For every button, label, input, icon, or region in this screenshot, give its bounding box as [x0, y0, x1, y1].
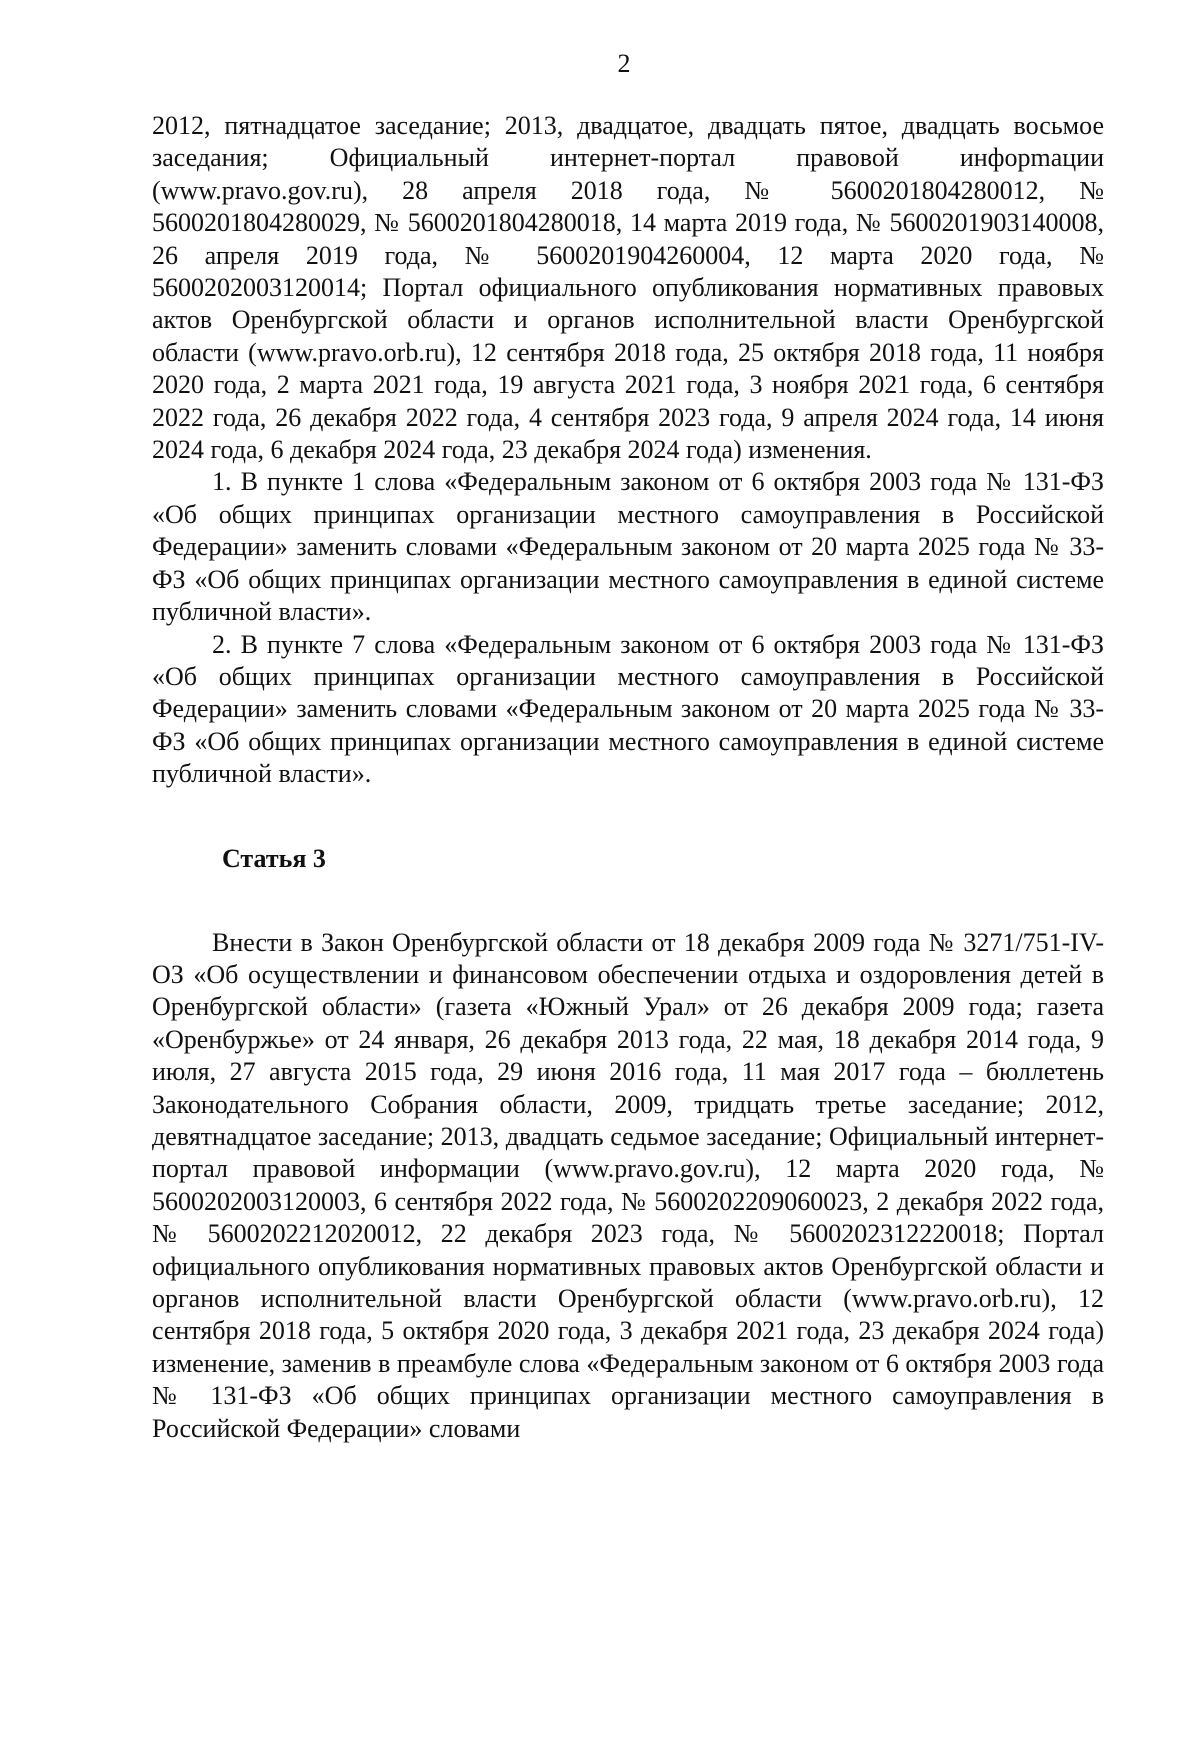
paragraph-item-1: 1. В пункте 1 слова «Федеральным законом от 6 октября 2003 года № 131-ФЗ «Об общих принципах организации местного самоуправления в Российской Федерации» заменить словами «Федеральным законом от 20 марта 2025 года № 33-ФЗ «Об общих принципах организации местного самоуправления в единой системе публичной власти». — [152, 467, 1104, 627]
document-body — [152, 110, 1104, 1445]
paragraph-item-2: 2. В пункте 7 слова «Федеральным законом от 6 октября 2003 года № 131-ФЗ «Об общих принципах организации местного самоуправления в Российской Федерации» заменить словами «Федеральным законом от 20 марта 2025 года № 33-ФЗ «Об общих принципах организации местного самоуправления в единой системе публичной власти». — [152, 629, 1104, 789]
article-3-paragraph: Внести в Закон Оренбургской области от 18 декабря 2009 года № 3271/751-IV-ОЗ «Об осуществлении и финансовом обеспечении отдыха и оздоровления детей в Оренбургской области» (газета «Южный Урал» от 26 декабря 2009 года; газета «Оренбуржье» от 24 января, 26 декабря 2013 года, 22 мая, 18 декабря 2014 года, 9 июля, 27 августа 2015 года, 29 июня 2016 года, 11 мая 2017 года – бюллетень Законодательного Собрания области, 2009, тридцать третье заседание; 2012, девятнадцатое заседание; 2013, двадцать седьмое заседание; Официальный интернет-портал правовой информации (www.pravo.gov.ru), 12 марта 2020 года, № 5600202003120003, 6 сентября 2022 года, № 5600202209060023, 2 декабря 2022 года, № 5600202212020012, 22 декабря 2023 года, № 5600202312220018; Портал официального опубликования нормативных правовых актов Оренбургской области и органов исполнительной власти Оренбургской области (www.pravo.orb.ru), 12 сентября 2018 года, 5 октября 2020 года, 3 декабря 2021 года, 23 декабря 2024 года) изменение, заменив в преамбуле слова «Федеральным законом от 6 октября 2003 года № 131-ФЗ «Об общих принципах организации местного самоуправления в Российской Федерации» словами — [152, 927, 1104, 1443]
article-3-heading: Статья 3 — [222, 843, 326, 873]
paragraph-continuation: 2012, пятнадцатое заседание; 2013, двадцатое, двадцать пятое, двадцать восьмое заседания; Официальный интернет-портал правовой инфорmации (www.pravo.gov.ru), 28 апреля 2018 года, № 5600201804280012, № 5600201804280029, № 5600201804280018, 14 марта 2019 года, № 5600201903140008, 26 апреля 2019 года, № 5600201904260004, 12 марта 2020 года, № 5600202003120014; Портал официального опубликования нормативных правовых актов Оренбургской области и органов исполнительной власти Оренбургской области (www.pravo.orb.ru), 12 сентября 2018 года, 25 октября 2018 года, 11 ноября 2020 года, 2 марта 2021 года, 19 августа 2021 года, 3 ноября 2021 года, 6 сентября 2022 года, 26 декабря 2022 года, 4 сентября 2023 года, 9 апреля 2024 года, 14 июня 2024 года, 6 декабря 2024 года, 23 декабря 2024 года) изменения. — [152, 111, 1104, 465]
page-number: 2 — [617, 49, 631, 78]
